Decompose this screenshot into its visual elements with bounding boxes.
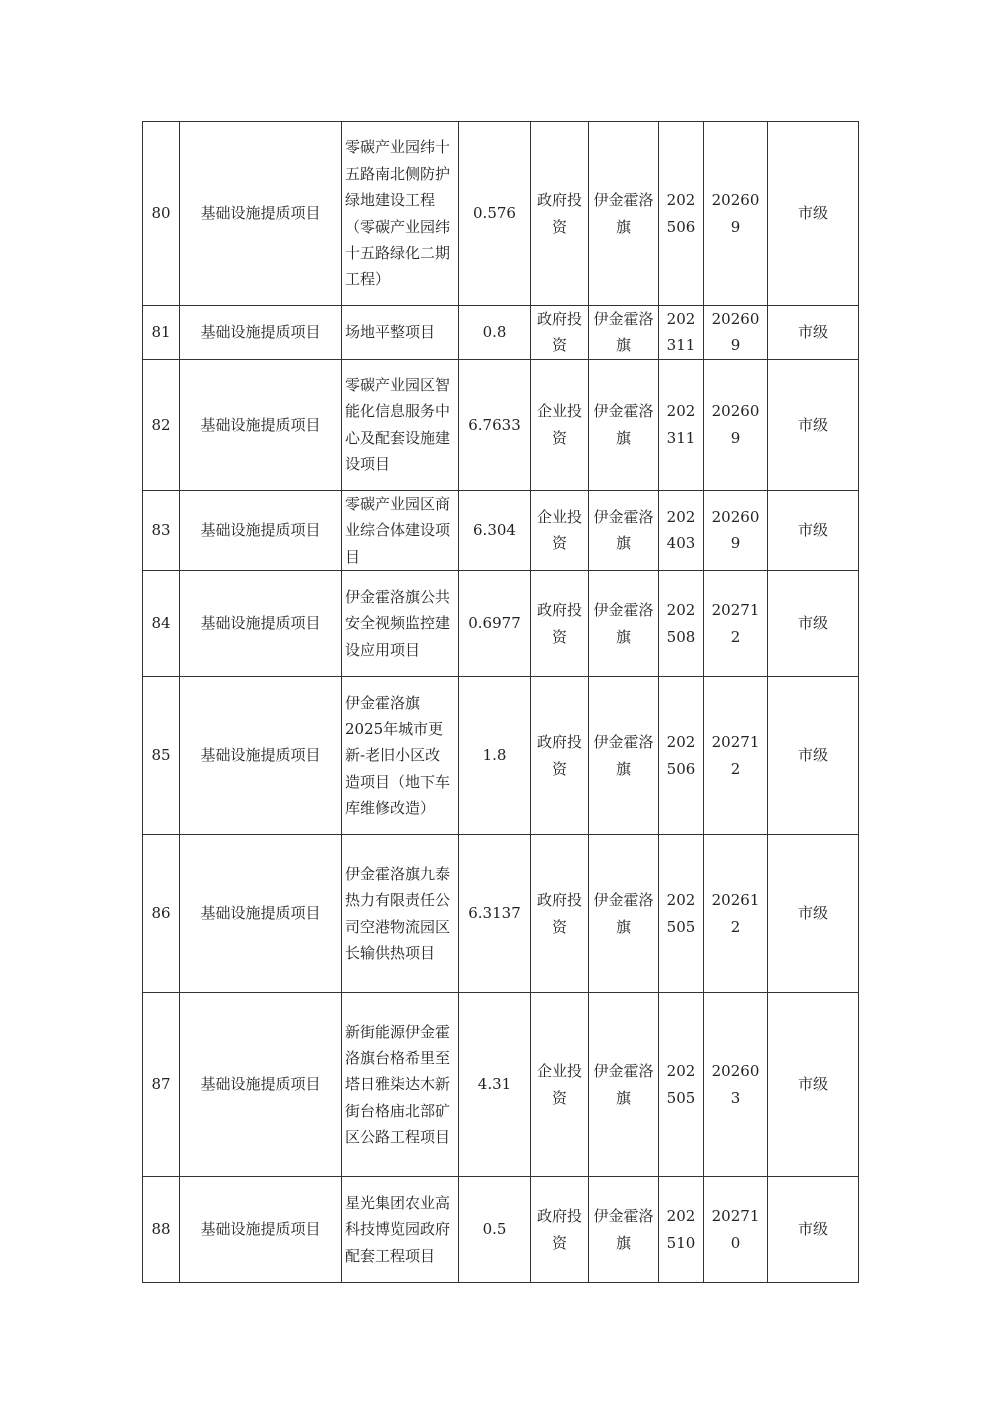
investment-mode-cell: 政府投资: [531, 677, 589, 835]
project-location-cell: 伊金霍洛旗: [589, 122, 659, 306]
project-name-cell: 零碳产业园区智能化信息服务中心及配套设施建设项目: [342, 359, 459, 490]
row-number-cell: 84: [143, 571, 180, 677]
start-date-cell: 202505: [659, 835, 704, 993]
project-table: [142, 121, 859, 1283]
project-category-cell: 基础设施提质项目: [180, 359, 342, 490]
start-date-cell: 202505: [659, 993, 704, 1177]
project-category-cell: 基础设施提质项目: [180, 1177, 342, 1283]
investment-amount-cell: 4.31: [459, 993, 531, 1177]
investment-amount-cell: 6.304: [459, 490, 531, 570]
project-category-cell: 基础设施提质项目: [180, 993, 342, 1177]
project-location-cell: 伊金霍洛旗: [589, 571, 659, 677]
project-category-cell: 基础设施提质项目: [180, 122, 342, 306]
project-name-cell: 星光集团农业高科技博览园政府配套工程项目: [342, 1177, 459, 1283]
investment-mode-cell: 企业投资: [531, 993, 589, 1177]
investment-amount-cell: 1.8: [459, 677, 531, 835]
start-date-cell: 202506: [659, 122, 704, 306]
row-number-cell: 85: [143, 677, 180, 835]
start-date-cell: 202311: [659, 359, 704, 490]
investment-amount-cell: 0.6977: [459, 571, 531, 677]
start-date-cell: 202311: [659, 306, 704, 360]
project-name-cell: 零碳产业园区商业综合体建设项目: [342, 490, 459, 570]
row-number-cell: 80: [143, 122, 180, 306]
start-date-cell: 202506: [659, 677, 704, 835]
project-location-cell: 伊金霍洛旗: [589, 306, 659, 360]
investment-mode-cell: 政府投资: [531, 571, 589, 677]
investment-mode-cell: 政府投资: [531, 1177, 589, 1283]
investment-mode-cell: 政府投资: [531, 306, 589, 360]
investment-amount-cell: 0.5: [459, 1177, 531, 1283]
table-row: [143, 359, 859, 490]
investment-mode-cell: 政府投资: [531, 122, 589, 306]
start-date-cell: 202510: [659, 1177, 704, 1283]
project-name-cell: 场地平整项目: [342, 306, 459, 360]
project-location-cell: 伊金霍洛旗: [589, 1177, 659, 1283]
table-row: [143, 677, 859, 835]
table-row: [143, 306, 859, 360]
table-row: [143, 571, 859, 677]
end-date-cell: 202609: [704, 306, 768, 360]
project-level-cell: 市级: [768, 677, 859, 835]
end-date-cell: 202710: [704, 1177, 768, 1283]
end-date-cell: 202609: [704, 490, 768, 570]
project-location-cell: 伊金霍洛旗: [589, 835, 659, 993]
start-date-cell: 202403: [659, 490, 704, 570]
table-row: [143, 1177, 859, 1283]
project-category-cell: 基础设施提质项目: [180, 306, 342, 360]
row-number-cell: 81: [143, 306, 180, 360]
table-body: [143, 122, 859, 1283]
investment-mode-cell: 政府投资: [531, 835, 589, 993]
table-row: [143, 490, 859, 570]
project-location-cell: 伊金霍洛旗: [589, 490, 659, 570]
row-number-cell: 88: [143, 1177, 180, 1283]
project-level-cell: 市级: [768, 122, 859, 306]
project-name-cell: 零碳产业园纬十五路南北侧防护绿地建设工程（零碳产业园纬十五路绿化二期工程）: [342, 122, 459, 306]
table-row: [143, 122, 859, 306]
project-level-cell: 市级: [768, 359, 859, 490]
project-location-cell: 伊金霍洛旗: [589, 359, 659, 490]
project-category-cell: 基础设施提质项目: [180, 835, 342, 993]
investment-amount-cell: 0.576: [459, 122, 531, 306]
project-name-cell: 伊金霍洛旗公共安全视频监控建设应用项目: [342, 571, 459, 677]
project-name-cell: 伊金霍洛旗2025年城市更新-老旧小区改造项目（地下车库维修改造）: [342, 677, 459, 835]
project-level-cell: 市级: [768, 993, 859, 1177]
table-row: [143, 993, 859, 1177]
end-date-cell: 202603: [704, 993, 768, 1177]
investment-amount-cell: 0.8: [459, 306, 531, 360]
row-number-cell: 83: [143, 490, 180, 570]
project-level-cell: 市级: [768, 835, 859, 993]
project-level-cell: 市级: [768, 306, 859, 360]
end-date-cell: 202609: [704, 122, 768, 306]
project-level-cell: 市级: [768, 1177, 859, 1283]
investment-amount-cell: 6.7633: [459, 359, 531, 490]
row-number-cell: 82: [143, 359, 180, 490]
project-location-cell: 伊金霍洛旗: [589, 993, 659, 1177]
project-level-cell: 市级: [768, 571, 859, 677]
start-date-cell: 202508: [659, 571, 704, 677]
project-category-cell: 基础设施提质项目: [180, 490, 342, 570]
end-date-cell: 202712: [704, 571, 768, 677]
project-level-cell: 市级: [768, 490, 859, 570]
end-date-cell: 202609: [704, 359, 768, 490]
project-category-cell: 基础设施提质项目: [180, 677, 342, 835]
end-date-cell: 202612: [704, 835, 768, 993]
investment-mode-cell: 企业投资: [531, 490, 589, 570]
project-location-cell: 伊金霍洛旗: [589, 677, 659, 835]
project-name-cell: 伊金霍洛旗九泰热力有限责任公司空港物流园区长输供热项目: [342, 835, 459, 993]
investment-mode-cell: 企业投资: [531, 359, 589, 490]
row-number-cell: 86: [143, 835, 180, 993]
project-name-cell: 新街能源伊金霍洛旗台格希里至塔日雅柒达木新街台格庙北部矿区公路工程项目: [342, 993, 459, 1177]
end-date-cell: 202712: [704, 677, 768, 835]
project-category-cell: 基础设施提质项目: [180, 571, 342, 677]
row-number-cell: 87: [143, 993, 180, 1177]
investment-amount-cell: 6.3137: [459, 835, 531, 993]
table-row: [143, 835, 859, 993]
